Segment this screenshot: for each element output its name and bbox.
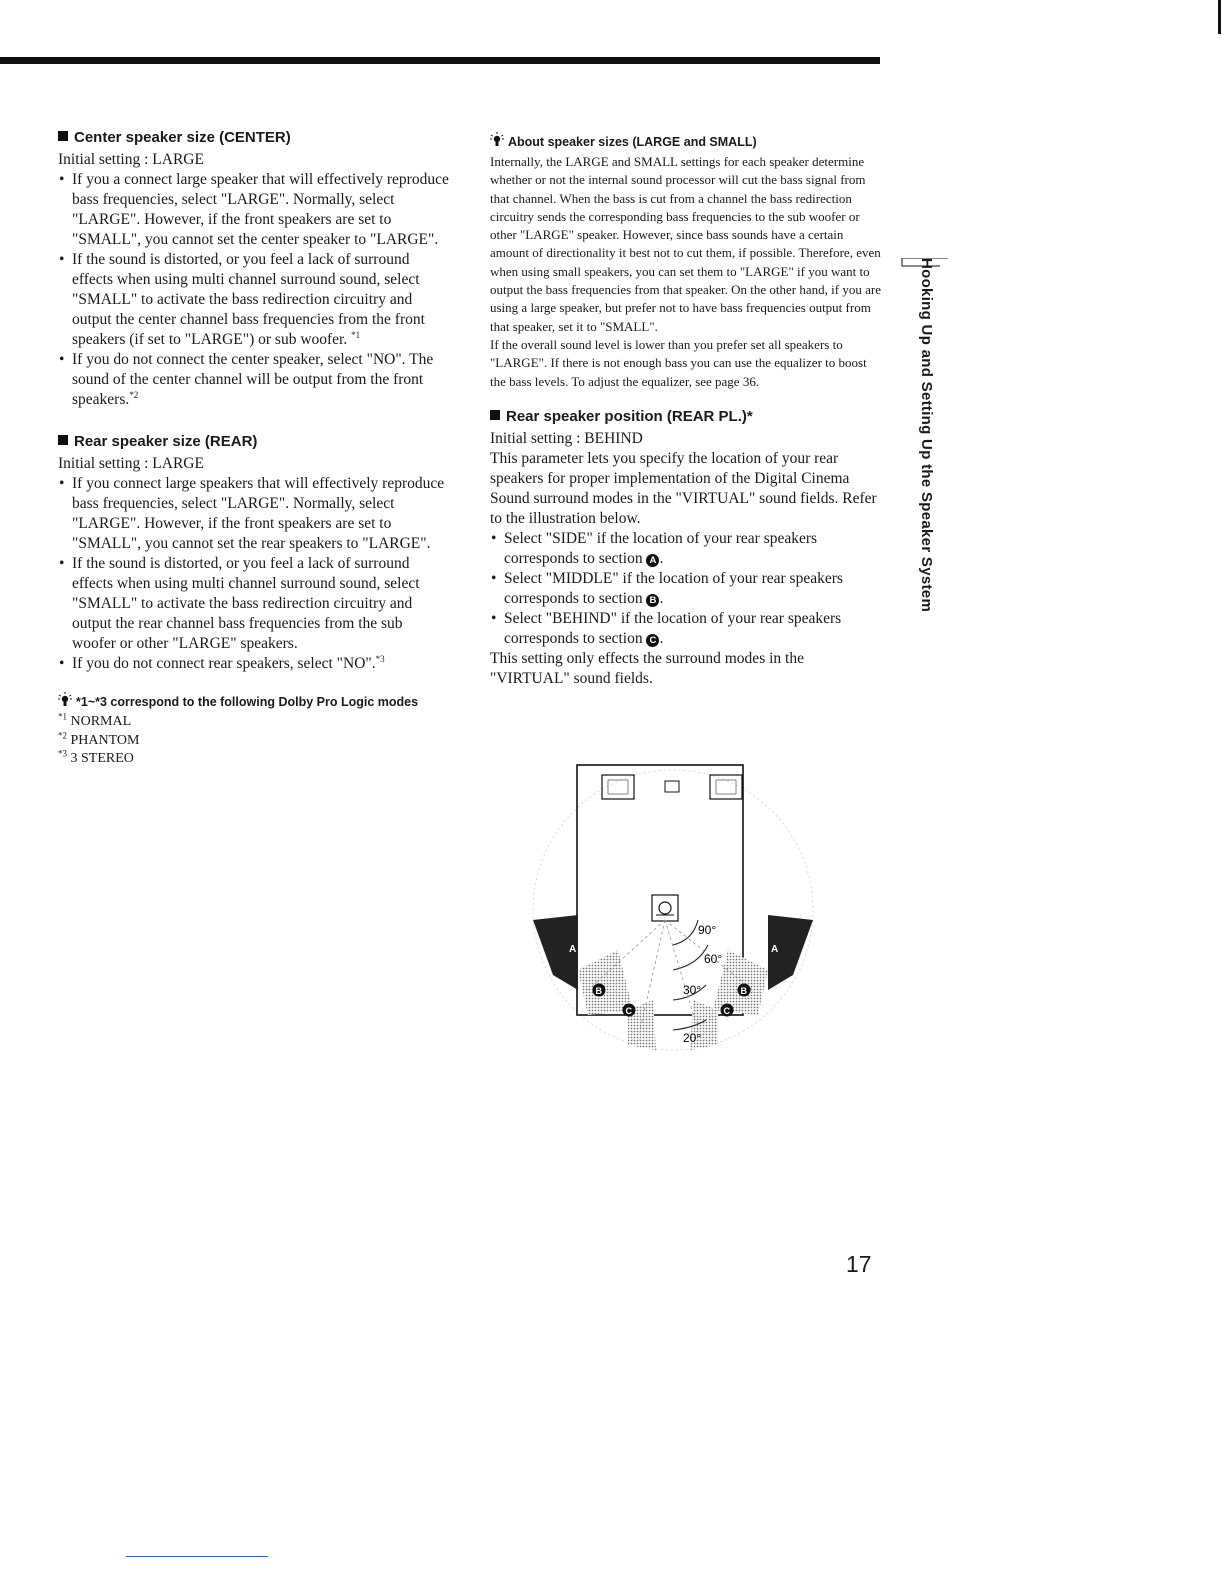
dolby-tip-heading: *1~*3 correspond to the following Dolby Pro Logic modes: [58, 692, 450, 711]
square-bullet-icon: [58, 435, 68, 445]
lightbulb-icon: [490, 132, 504, 148]
header-rule: [0, 57, 880, 64]
list-item: • Select "BEHIND" if the location of your rear speakers corresponds to section C .: [490, 609, 882, 649]
speaker-size-tip-heading: About speaker sizes (LARGE and SMALL): [490, 132, 882, 151]
section-marker: B: [646, 594, 659, 607]
square-bullet-icon: [58, 131, 68, 141]
side-tab-label: Hooking Up and Setting Up the Speaker System: [918, 258, 935, 613]
speaker-size-tip: [490, 132, 882, 391]
rear-bullet-list: [58, 474, 450, 674]
angle-label-60: 60°: [704, 952, 723, 966]
left-column: [58, 128, 450, 769]
zone-label-b-left: B: [595, 986, 602, 996]
bottom-rule: [126, 1556, 268, 1557]
list-item: • Select "SIDE" if the location of your rear speakers corresponds to section A .: [490, 529, 882, 569]
list-item: • If you do not connect the center speaker, select "NO". The sound of the center channel will be output from the front speakers.$^{*2}$: [58, 350, 450, 410]
angle-label-90: 90°: [698, 923, 717, 937]
angle-label-20: 20°: [683, 1031, 702, 1045]
rear-speaker-section: [58, 432, 450, 674]
speaker-position-diagram: [528, 760, 818, 1060]
square-bullet-icon: [490, 410, 500, 420]
center-bullet-list: [58, 170, 450, 410]
center-initial-setting: Initial setting : LARGE: [58, 151, 204, 168]
lightbulb-icon: [58, 692, 72, 708]
front-right-speaker-icon: [710, 775, 742, 799]
list-item: • If the sound is distorted, or you feel a lack of surround effects when using multi channel surround sound, select "SMALL" to activate the bass redirection circuitry and output the center channel bass frequencies from the front speakers (if set to "LARGE") or sub woofer. $^{*1}$: [58, 250, 450, 350]
zone-label-a-right: A: [771, 944, 779, 955]
dolby-tip: [58, 692, 450, 769]
footnote-mark: *1: [351, 329, 361, 340]
edge-mark: [1218, 0, 1221, 34]
zone-label-c-left: C: [625, 1006, 632, 1016]
rear-position-initial: Initial setting : BEHIND: [490, 429, 643, 447]
footnote-mark: *3: [375, 653, 385, 664]
zone-label-b-right: B: [740, 986, 747, 996]
list-item: $^{*2}$ PHANTOM: [58, 729, 140, 748]
angle-label-30: 30°: [683, 983, 702, 997]
speaker-size-tip-para2: If the overall sound level is lower than you prefer set all speakers to "LARGE". If there is not enough bass you can use the equalizer to boost the bass levels. To adjust the equalizer, see page 36.: [490, 336, 867, 389]
tv-icon: [665, 781, 679, 792]
center-speaker-heading: Center speaker size (CENTER): [58, 128, 450, 148]
dolby-notes: [58, 713, 450, 769]
listener-icon: [652, 895, 678, 921]
list-item: • If the sound is distorted, or you feel a lack of surround effects when using multi channel surround sound, select "SMALL" to activate the bass redirection circuitry and output the rear channel bass frequencies from the sub woofer or other "LARGE" speakers.: [58, 554, 450, 654]
list-item: • If you connect large speakers that will effectively reproduce bass frequencies, select "LARGE". Normally, select "LARGE". However, if the front speakers are set to "SMALL", you cannot set the rear speakers to "LARGE".: [58, 474, 450, 554]
list-item: • If you a connect large speaker that will effectively reproduce bass frequencies, select "LARGE". Normally, select "LARGE". However, if the front speakers are set to "SMALL", you cannot set the center speaker to "LARGE".: [58, 170, 450, 250]
list-item: $^{*1}$ NORMAL: [58, 711, 132, 729]
rear-position-list: [490, 529, 882, 649]
rear-initial-setting: Initial setting : LARGE: [58, 455, 204, 472]
zone-label-a-left: A: [569, 944, 577, 955]
list-item: • If you do not connect rear speakers, select "NO".$^{*3}$: [58, 654, 450, 674]
list-item: $^{*3}$ 3 STEREO: [58, 748, 134, 766]
list-item: • Select "MIDDLE" if the location of your rear speakers corresponds to section B .: [490, 569, 882, 609]
center-speaker-section: [58, 128, 450, 410]
rear-position-section: [490, 407, 882, 689]
footnote-mark: *2: [129, 389, 139, 400]
zone-label-c-right: C: [723, 1006, 730, 1016]
right-column: [490, 132, 882, 689]
page-number: 17: [846, 1251, 872, 1277]
section-marker: A: [646, 554, 659, 567]
rear-speaker-heading: Rear speaker size (REAR): [58, 432, 450, 452]
rear-position-intro: This parameter lets you specify the location of your rear speakers for proper implementation of the Digital Cinema Sound surround modes in the "VIRTUAL" sound fields. Refer to the illustration below.: [490, 449, 877, 527]
rear-position-heading: Rear speaker position (REAR PL.)*: [490, 407, 882, 427]
speaker-size-tip-para1: Internally, the LARGE and SMALL settings for each speaker determine whether or not the internal sound processor will cut the bass signal from that channel. When the bass is cut from a channel the bass redirection circuitry sends the corresponding bass frequencies to the sub woofer or other "LARGE" speaker. However, since bass sounds have a certain amount of directionality it best not to cut them, if possible. Therefore, even when using small speakers, you can set them to "LARGE" if you want to output the bass frequencies from that speaker. On the other hand, if you are using a large speaker, but prefer not to have bass frequencies output from that speaker, set it to "SMALL".: [490, 154, 881, 334]
rear-position-outro: This setting only effects the surround modes in the "VIRTUAL" sound fields.: [490, 649, 804, 687]
section-marker: C: [646, 634, 659, 647]
